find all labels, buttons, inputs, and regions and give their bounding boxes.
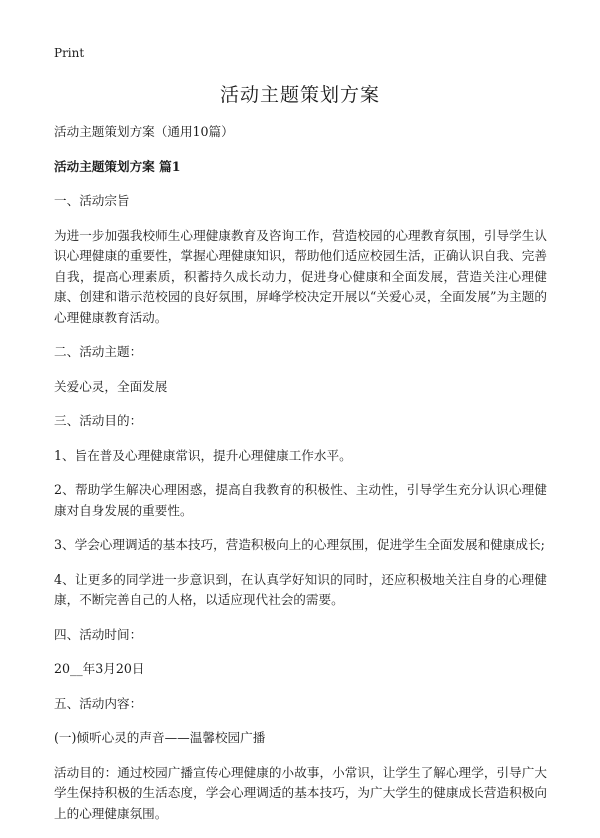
goal-item-1: 1、旨在普及心理健康常识，提升心理健康工作水平。 xyxy=(54,447,352,463)
subheading-broadcast: (一)倾听心灵的声音——温馨校园广播 xyxy=(54,730,266,745)
document-subtitle: 活动主题策划方案（通用10篇） xyxy=(54,124,234,139)
document-body xyxy=(54,122,547,838)
heading-time: 四、活动时间： xyxy=(54,626,143,642)
heading-goals: 三、活动目的： xyxy=(54,413,143,428)
section-title: 活动主题策划方案 篇1 xyxy=(54,158,181,174)
goal-item-3: 3、学会心理调适的基本技巧，营造积极向上的心理氛围，促进学生全面发展和健康成长; xyxy=(54,537,545,552)
goal-item-4: 4、让更多的同学进一步意识到，在认真学好知识的同时，还应积极地关注自身的心理健康，不断完善自己的人格，以适应现代社会的需要。 xyxy=(54,571,547,607)
paragraph-purpose: 为进一步加强我校师生心理健康教育及咨询工作，营造校园的心理教育氛围，引导学生认识心理健康的重要性，掌握心理健康知识，帮助他们适应校园生活，正确认识自我、完善自我，提高心理素质，积蓄持久成长动力，促进身心健康和全面发展，营造关注心理健康、创建和谐示范校园的良好氛围，屏峰学校决定开展以“关爱心灵，全面发展”为主题的心理健康教育活动。 xyxy=(54,227,547,325)
heading-theme: 二、活动主题： xyxy=(54,344,143,359)
paragraph-theme: 关爱心灵，全面发展 xyxy=(54,378,168,394)
paragraph-date: 20__年3月20日 xyxy=(54,661,145,676)
heading-purpose: 一、活动宗旨 xyxy=(54,193,130,208)
page-title: 活动主题策划方案 xyxy=(219,84,380,106)
heading-content: 五、活动内容： xyxy=(54,695,143,711)
print-link[interactable]: Print xyxy=(54,46,85,60)
paragraph-broadcast-goal: 活动目的：通过校园广播宣传心理健康的小故事，小常识，让学生了解心理学，引导广大学生保持积极的生活态度，学会心理调适的基本技巧，为广大学生的健康成长营造积极向上的心理健康氛围。 xyxy=(54,764,547,821)
goal-item-2: 2、帮助学生解决心理困惑，提高自我教育的积极性、主动性，引导学生充分认识心理健康对自身发展的重要性。 xyxy=(54,482,547,518)
